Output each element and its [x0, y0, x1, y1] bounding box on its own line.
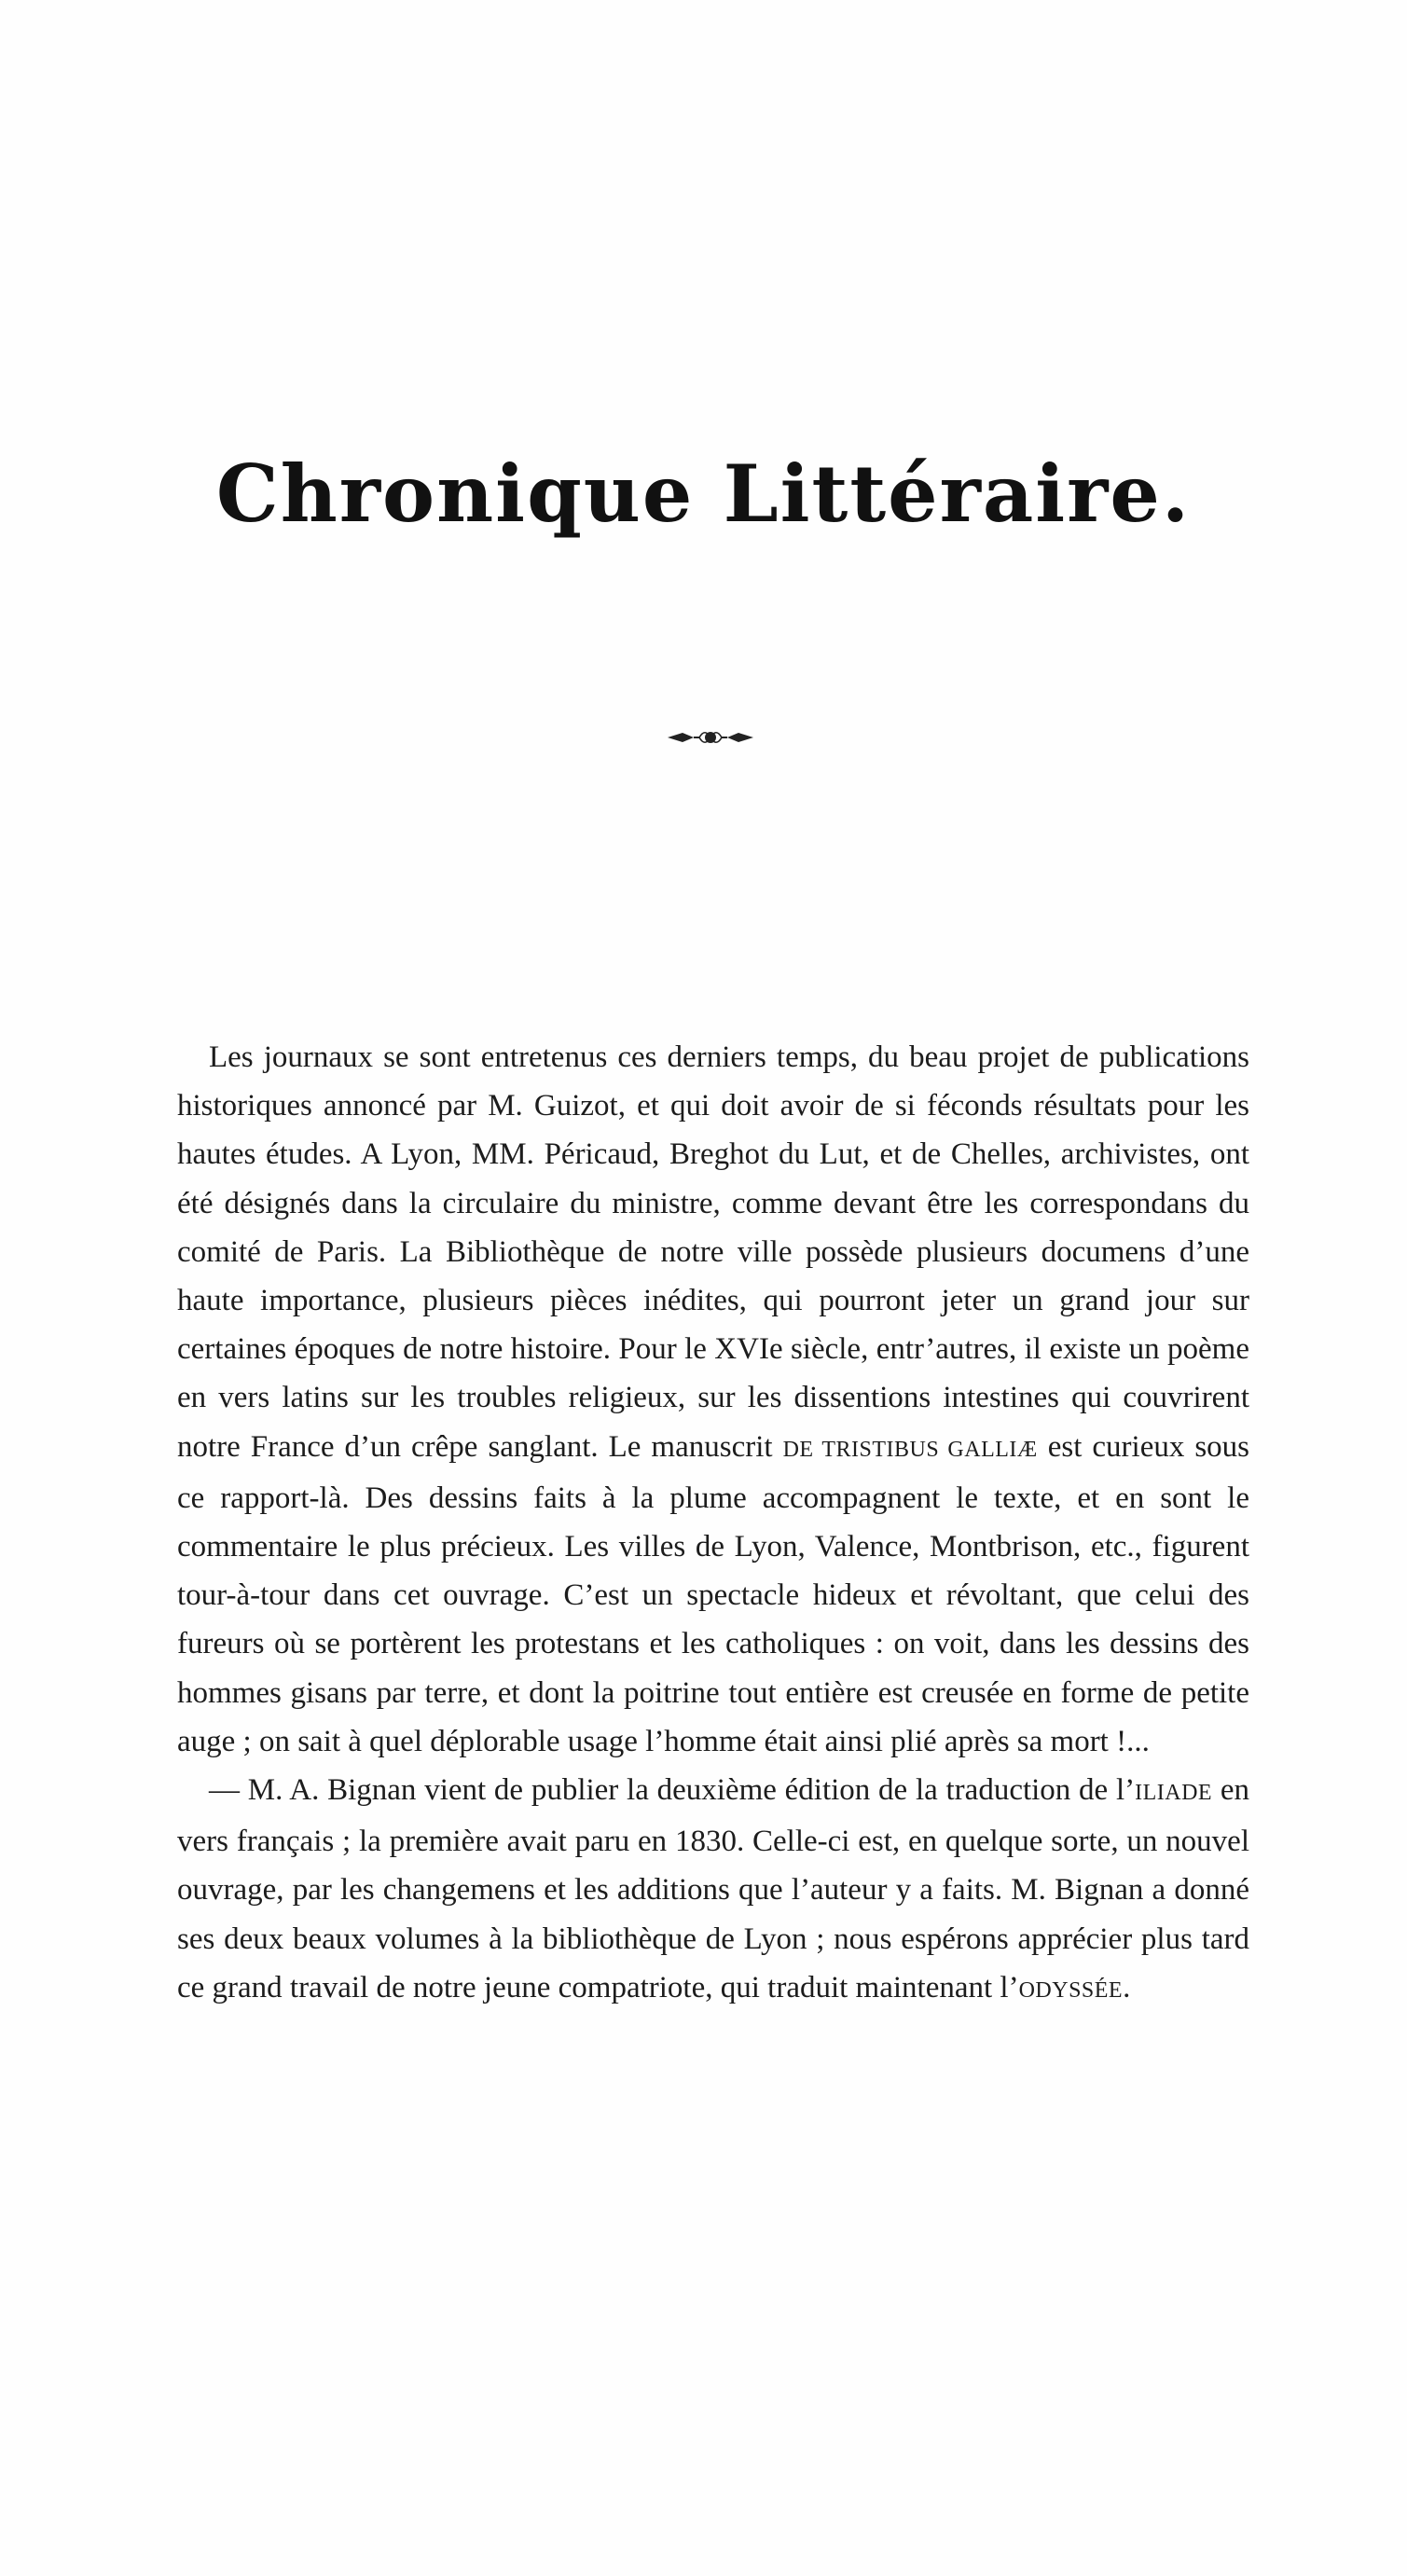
- odyssey-title: ODYSSÉE: [1018, 1977, 1124, 2003]
- paragraph-1: [177, 1033, 1249, 1766]
- paragraph-2: [177, 1766, 1249, 2015]
- body-text: [177, 1033, 1249, 2015]
- iliad-title: ILIADE: [1135, 1781, 1213, 1806]
- manuscript-title: DE TRISTIBUS GALLIÆ: [782, 1437, 1038, 1462]
- paragraph-2-text-a: — M. A. Bignan vient de publier la deuxième édition de la traduction de l’: [209, 1773, 1136, 1808]
- fleuron-ornament-icon: [666, 725, 755, 750]
- page-title: Chronique Littéraire.: [215, 448, 1192, 540]
- paragraph-2-text-b: en vers français ; la première avait paru en 1830. Celle-ci est, en quelque sorte, un nouvel ouvrage, par les changemens et les additions que l’auteur y a faits. M. Bignan a donné ses deux beaux volumes à la bibliothèque de Lyon ; nous espérons apprécier plus tard ce grand travail de notre jeune compatriote, qui traduit maintenant l’: [177, 1773, 1250, 2004]
- paragraph-2-end: .: [1123, 1970, 1131, 2004]
- paragraph-1-text-a: Les journaux se sont entretenus ces derniers temps, du beau projet de publications historiques annoncé par M. Guizot, et qui doit avoir de si féconds résultats pour les hautes études. A Lyon, MM. Péricaud, Breghot du Lut, et de Chelles, archivistes, ont été désignés dans la circulaire du ministre, comme devant être les correspondans du comité de Paris. La Bibliothèque de notre ville possède plusieurs documens d’une haute importance, plusieurs pièces inédites, qui pourront jeter un grand jour sur certaines époques de notre histoire. Pour le XVIe siècle, entr’autres, il existe un poème en vers latins sur les troubles religieux, sur les dissentions intestines qui couvrirent notre France d’un crêpe sanglant. Le manuscrit: [177, 1040, 1249, 1464]
- paragraph-1-text-b: est curieux sous ce rapport-là. Des dessins faits à la plume accompagnent le texte, et en sont le commentaire le plus précieux. Les villes de Lyon, Valence, Montbrison, etc., figurent tour-à-tour dans cet ouvrage. C’est un spectacle hideux et révoltant, que celui des fureurs où se portèrent les protestans et les catholiques : on voit, dans les dessins des hommes gisans par terre, et dont la poitrine tout entière est creusée en forme de petite auge ; on sait à quel déplorable usage l’homme était ainsi plié après sa mort !...: [177, 1429, 1250, 1758]
